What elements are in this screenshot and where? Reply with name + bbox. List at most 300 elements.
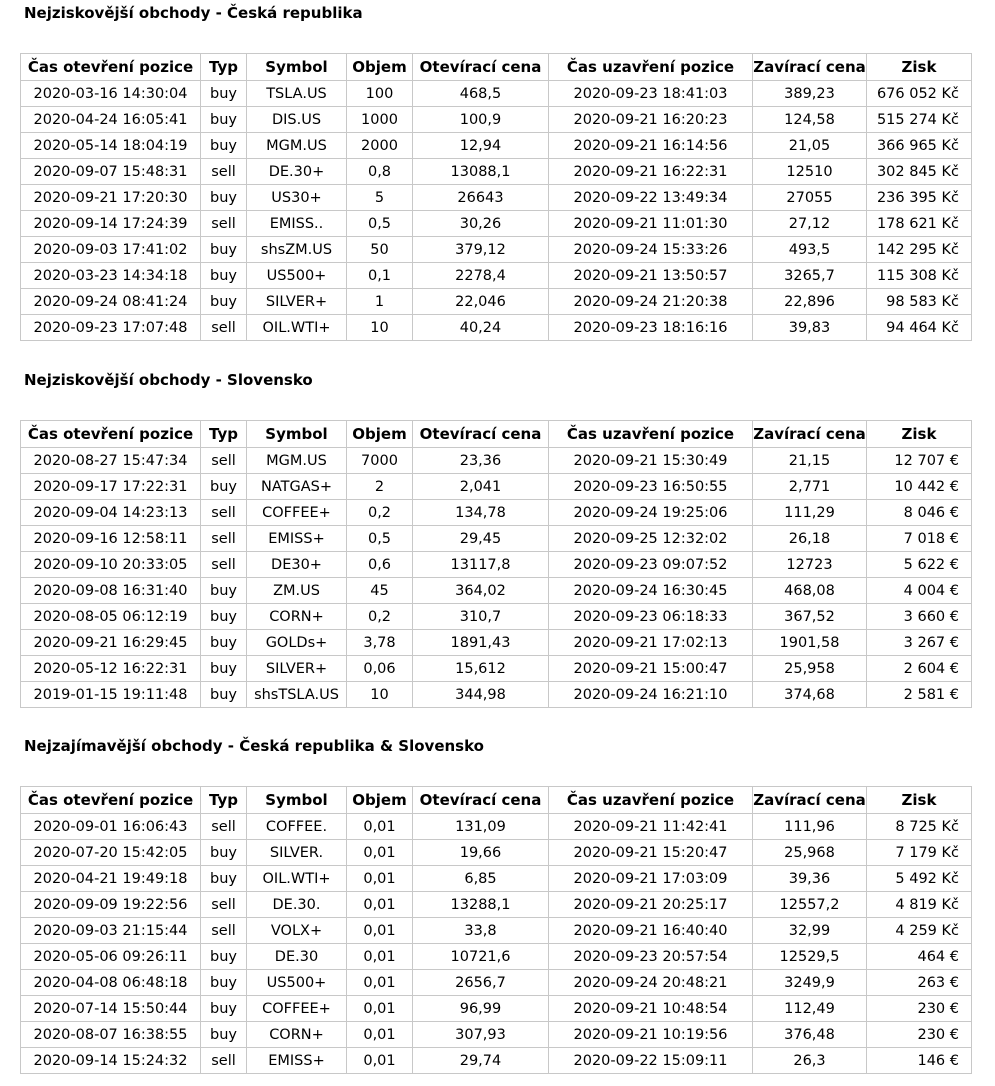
type-cell: sell bbox=[201, 892, 247, 918]
open-price-cell: 100,9 bbox=[413, 107, 549, 133]
close-price-cell: 39,36 bbox=[753, 866, 867, 892]
open-time-cell: 2019-01-15 19:11:48 bbox=[21, 682, 201, 708]
close-time-cell: 2020-09-21 13:50:57 bbox=[549, 263, 753, 289]
volume-cell: 50 bbox=[347, 237, 413, 263]
open-time-cell: 2020-04-21 19:49:18 bbox=[21, 866, 201, 892]
profit-cell: 302 845 Kč bbox=[867, 159, 972, 185]
close-time-cell: 2020-09-21 15:20:47 bbox=[549, 840, 753, 866]
table-row bbox=[21, 500, 972, 526]
column-header-close-price: Zavírací cena bbox=[753, 54, 867, 81]
close-price-cell: 26,3 bbox=[753, 1048, 867, 1074]
symbol-cell: US500+ bbox=[247, 970, 347, 996]
table-row bbox=[21, 1022, 972, 1048]
column-header-profit: Zisk bbox=[867, 54, 972, 81]
volume-cell: 0,2 bbox=[347, 604, 413, 630]
open-price-cell: 13117,8 bbox=[413, 552, 549, 578]
profit-cell: 178 621 Kč bbox=[867, 211, 972, 237]
open-time-cell: 2020-08-05 06:12:19 bbox=[21, 604, 201, 630]
close-time-cell: 2020-09-24 16:30:45 bbox=[549, 578, 753, 604]
type-cell: sell bbox=[201, 918, 247, 944]
table-row bbox=[21, 263, 972, 289]
type-cell: sell bbox=[201, 552, 247, 578]
volume-cell: 2 bbox=[347, 474, 413, 500]
close-time-cell: 2020-09-24 21:20:38 bbox=[549, 289, 753, 315]
column-header-open-price: Otevírací cena bbox=[413, 54, 549, 81]
type-cell: sell bbox=[201, 1048, 247, 1074]
type-cell: buy bbox=[201, 604, 247, 630]
close-price-cell: 2,771 bbox=[753, 474, 867, 500]
open-time-cell: 2020-04-24 16:05:41 bbox=[21, 107, 201, 133]
close-time-cell: 2020-09-22 13:49:34 bbox=[549, 185, 753, 211]
close-price-cell: 39,83 bbox=[753, 315, 867, 341]
column-header-open-time: Čas otevření pozice bbox=[21, 421, 201, 448]
type-cell: buy bbox=[201, 996, 247, 1022]
table-row bbox=[21, 604, 972, 630]
open-price-cell: 23,36 bbox=[413, 448, 549, 474]
symbol-cell: MGM.US bbox=[247, 448, 347, 474]
open-price-cell: 26643 bbox=[413, 185, 549, 211]
open-price-cell: 307,93 bbox=[413, 1022, 549, 1048]
close-price-cell: 468,08 bbox=[753, 578, 867, 604]
open-time-cell: 2020-09-24 08:41:24 bbox=[21, 289, 201, 315]
type-cell: buy bbox=[201, 840, 247, 866]
column-header-close-time: Čas uzavření pozice bbox=[549, 787, 753, 814]
open-price-cell: 134,78 bbox=[413, 500, 549, 526]
table-row bbox=[21, 133, 972, 159]
column-header-close-time: Čas uzavření pozice bbox=[549, 421, 753, 448]
open-price-cell: 1891,43 bbox=[413, 630, 549, 656]
symbol-cell: SILVER+ bbox=[247, 656, 347, 682]
close-price-cell: 3265,7 bbox=[753, 263, 867, 289]
open-price-cell: 29,74 bbox=[413, 1048, 549, 1074]
profit-cell: 8 046 € bbox=[867, 500, 972, 526]
table-row bbox=[21, 630, 972, 656]
open-time-cell: 2020-09-03 17:41:02 bbox=[21, 237, 201, 263]
header-row bbox=[21, 54, 972, 81]
symbol-cell: CORN+ bbox=[247, 1022, 347, 1048]
profit-cell: 230 € bbox=[867, 1022, 972, 1048]
type-cell: sell bbox=[201, 448, 247, 474]
open-price-cell: 40,24 bbox=[413, 315, 549, 341]
table-row bbox=[21, 970, 972, 996]
close-price-cell: 25,958 bbox=[753, 656, 867, 682]
volume-cell: 0,01 bbox=[347, 970, 413, 996]
close-time-cell: 2020-09-23 20:57:54 bbox=[549, 944, 753, 970]
volume-cell: 0,01 bbox=[347, 840, 413, 866]
volume-cell: 7000 bbox=[347, 448, 413, 474]
open-time-cell: 2020-04-08 06:48:18 bbox=[21, 970, 201, 996]
table-row bbox=[21, 185, 972, 211]
column-header-close-price: Zavírací cena bbox=[753, 787, 867, 814]
table-row bbox=[21, 892, 972, 918]
symbol-cell: shsZM.US bbox=[247, 237, 347, 263]
volume-cell: 0,01 bbox=[347, 1022, 413, 1048]
volume-cell: 0,5 bbox=[347, 211, 413, 237]
volume-cell: 0,8 bbox=[347, 159, 413, 185]
type-cell: buy bbox=[201, 81, 247, 107]
open-time-cell: 2020-09-14 17:24:39 bbox=[21, 211, 201, 237]
type-cell: buy bbox=[201, 289, 247, 315]
type-cell: sell bbox=[201, 159, 247, 185]
open-price-cell: 310,7 bbox=[413, 604, 549, 630]
close-price-cell: 12510 bbox=[753, 159, 867, 185]
open-time-cell: 2020-09-14 15:24:32 bbox=[21, 1048, 201, 1074]
close-time-cell: 2020-09-21 15:30:49 bbox=[549, 448, 753, 474]
symbol-cell: DIS.US bbox=[247, 107, 347, 133]
symbol-cell: EMISS+ bbox=[247, 1048, 347, 1074]
open-price-cell: 13288,1 bbox=[413, 892, 549, 918]
close-time-cell: 2020-09-21 11:01:30 bbox=[549, 211, 753, 237]
symbol-cell: OIL.WTI+ bbox=[247, 866, 347, 892]
open-time-cell: 2020-09-10 20:33:05 bbox=[21, 552, 201, 578]
open-price-cell: 10721,6 bbox=[413, 944, 549, 970]
close-time-cell: 2020-09-25 12:32:02 bbox=[549, 526, 753, 552]
profit-cell: 230 € bbox=[867, 996, 972, 1022]
type-cell: buy bbox=[201, 578, 247, 604]
table-row bbox=[21, 81, 972, 107]
close-time-cell: 2020-09-24 15:33:26 bbox=[549, 237, 753, 263]
symbol-cell: US500+ bbox=[247, 263, 347, 289]
profit-cell: 464 € bbox=[867, 944, 972, 970]
open-price-cell: 33,8 bbox=[413, 918, 549, 944]
type-cell: sell bbox=[201, 526, 247, 552]
open-time-cell: 2020-07-14 15:50:44 bbox=[21, 996, 201, 1022]
volume-cell: 0,01 bbox=[347, 892, 413, 918]
type-cell: buy bbox=[201, 133, 247, 159]
profit-cell: 7 179 Kč bbox=[867, 840, 972, 866]
volume-cell: 0,01 bbox=[347, 944, 413, 970]
table-row bbox=[21, 814, 972, 840]
profit-cell: 2 604 € bbox=[867, 656, 972, 682]
open-time-cell: 2020-09-21 17:20:30 bbox=[21, 185, 201, 211]
volume-cell: 0,01 bbox=[347, 814, 413, 840]
column-header-profit: Zisk bbox=[867, 787, 972, 814]
volume-cell: 0,1 bbox=[347, 263, 413, 289]
type-cell: buy bbox=[201, 944, 247, 970]
profit-cell: 5 622 € bbox=[867, 552, 972, 578]
type-cell: buy bbox=[201, 682, 247, 708]
column-header-type: Typ bbox=[201, 54, 247, 81]
volume-cell: 10 bbox=[347, 682, 413, 708]
close-price-cell: 3249,9 bbox=[753, 970, 867, 996]
symbol-cell: CORN+ bbox=[247, 604, 347, 630]
volume-cell: 0,01 bbox=[347, 996, 413, 1022]
table-row bbox=[21, 578, 972, 604]
close-price-cell: 111,96 bbox=[753, 814, 867, 840]
open-price-cell: 2278,4 bbox=[413, 263, 549, 289]
profit-cell: 5 492 Kč bbox=[867, 866, 972, 892]
table-row bbox=[21, 656, 972, 682]
volume-cell: 0,5 bbox=[347, 526, 413, 552]
open-price-cell: 131,09 bbox=[413, 814, 549, 840]
symbol-cell: DE30+ bbox=[247, 552, 347, 578]
profit-cell: 115 308 Kč bbox=[867, 263, 972, 289]
open-time-cell: 2020-08-27 15:47:34 bbox=[21, 448, 201, 474]
profit-cell: 236 395 Kč bbox=[867, 185, 972, 211]
symbol-cell: US30+ bbox=[247, 185, 347, 211]
close-price-cell: 112,49 bbox=[753, 996, 867, 1022]
volume-cell: 3,78 bbox=[347, 630, 413, 656]
table-row bbox=[21, 107, 972, 133]
column-header-open-time: Čas otevření pozice bbox=[21, 787, 201, 814]
open-time-cell: 2020-09-23 17:07:48 bbox=[21, 315, 201, 341]
profit-cell: 2 581 € bbox=[867, 682, 972, 708]
header-row bbox=[21, 421, 972, 448]
close-time-cell: 2020-09-21 20:25:17 bbox=[549, 892, 753, 918]
volume-cell: 0,06 bbox=[347, 656, 413, 682]
close-time-cell: 2020-09-24 20:48:21 bbox=[549, 970, 753, 996]
profit-cell: 7 018 € bbox=[867, 526, 972, 552]
profit-cell: 8 725 Kč bbox=[867, 814, 972, 840]
close-time-cell: 2020-09-21 10:48:54 bbox=[549, 996, 753, 1022]
volume-cell: 0,01 bbox=[347, 1048, 413, 1074]
type-cell: buy bbox=[201, 474, 247, 500]
close-price-cell: 493,5 bbox=[753, 237, 867, 263]
close-time-cell: 2020-09-22 15:09:11 bbox=[549, 1048, 753, 1074]
close-price-cell: 111,29 bbox=[753, 500, 867, 526]
close-time-cell: 2020-09-24 19:25:06 bbox=[549, 500, 753, 526]
volume-cell: 45 bbox=[347, 578, 413, 604]
column-header-open-time: Čas otevření pozice bbox=[21, 54, 201, 81]
type-cell: buy bbox=[201, 263, 247, 289]
close-price-cell: 27,12 bbox=[753, 211, 867, 237]
trades-table-interesting bbox=[20, 786, 972, 1074]
open-price-cell: 12,94 bbox=[413, 133, 549, 159]
profit-cell: 4 004 € bbox=[867, 578, 972, 604]
column-header-volume: Objem bbox=[347, 787, 413, 814]
type-cell: buy bbox=[201, 237, 247, 263]
table-row bbox=[21, 918, 972, 944]
profit-cell: 10 442 € bbox=[867, 474, 972, 500]
type-cell: buy bbox=[201, 970, 247, 996]
table-row bbox=[21, 682, 972, 708]
close-price-cell: 124,58 bbox=[753, 107, 867, 133]
symbol-cell: DE.30. bbox=[247, 892, 347, 918]
column-header-open-price: Otevírací cena bbox=[413, 421, 549, 448]
volume-cell: 0,6 bbox=[347, 552, 413, 578]
column-header-type: Typ bbox=[201, 421, 247, 448]
symbol-cell: VOLX+ bbox=[247, 918, 347, 944]
symbol-cell: OIL.WTI+ bbox=[247, 315, 347, 341]
profit-cell: 12 707 € bbox=[867, 448, 972, 474]
type-cell: sell bbox=[201, 315, 247, 341]
section-title-sk: Nejziskovější obchody - Slovensko bbox=[24, 371, 313, 389]
type-cell: buy bbox=[201, 630, 247, 656]
profit-cell: 4 819 Kč bbox=[867, 892, 972, 918]
volume-cell: 100 bbox=[347, 81, 413, 107]
close-price-cell: 22,896 bbox=[753, 289, 867, 315]
table-row bbox=[21, 944, 972, 970]
symbol-cell: COFFEE+ bbox=[247, 500, 347, 526]
volume-cell: 0,01 bbox=[347, 918, 413, 944]
symbol-cell: COFFEE. bbox=[247, 814, 347, 840]
close-time-cell: 2020-09-24 16:21:10 bbox=[549, 682, 753, 708]
symbol-cell: TSLA.US bbox=[247, 81, 347, 107]
open-price-cell: 13088,1 bbox=[413, 159, 549, 185]
close-price-cell: 389,23 bbox=[753, 81, 867, 107]
close-price-cell: 26,18 bbox=[753, 526, 867, 552]
open-time-cell: 2020-03-23 14:34:18 bbox=[21, 263, 201, 289]
symbol-cell: MGM.US bbox=[247, 133, 347, 159]
column-header-volume: Objem bbox=[347, 421, 413, 448]
column-header-close-time: Čas uzavření pozice bbox=[549, 54, 753, 81]
table-row bbox=[21, 474, 972, 500]
column-header-open-price: Otevírací cena bbox=[413, 787, 549, 814]
profit-cell: 515 274 Kč bbox=[867, 107, 972, 133]
volume-cell: 1 bbox=[347, 289, 413, 315]
close-price-cell: 21,15 bbox=[753, 448, 867, 474]
volume-cell: 2000 bbox=[347, 133, 413, 159]
table-row bbox=[21, 448, 972, 474]
symbol-cell: DE.30+ bbox=[247, 159, 347, 185]
close-price-cell: 32,99 bbox=[753, 918, 867, 944]
open-price-cell: 30,26 bbox=[413, 211, 549, 237]
open-time-cell: 2020-05-14 18:04:19 bbox=[21, 133, 201, 159]
table-row bbox=[21, 159, 972, 185]
profit-cell: 94 464 Kč bbox=[867, 315, 972, 341]
open-price-cell: 15,612 bbox=[413, 656, 549, 682]
close-time-cell: 2020-09-21 17:03:09 bbox=[549, 866, 753, 892]
table-row bbox=[21, 552, 972, 578]
close-time-cell: 2020-09-21 16:40:40 bbox=[549, 918, 753, 944]
close-time-cell: 2020-09-21 10:19:56 bbox=[549, 1022, 753, 1048]
profit-cell: 146 € bbox=[867, 1048, 972, 1074]
symbol-cell: shsTSLA.US bbox=[247, 682, 347, 708]
table-row bbox=[21, 289, 972, 315]
symbol-cell: GOLDs+ bbox=[247, 630, 347, 656]
profit-cell: 676 052 Kč bbox=[867, 81, 972, 107]
volume-cell: 0,01 bbox=[347, 866, 413, 892]
open-price-cell: 379,12 bbox=[413, 237, 549, 263]
column-header-symbol: Symbol bbox=[247, 787, 347, 814]
type-cell: buy bbox=[201, 107, 247, 133]
profit-cell: 3 660 € bbox=[867, 604, 972, 630]
column-header-type: Typ bbox=[201, 787, 247, 814]
symbol-cell: ZM.US bbox=[247, 578, 347, 604]
close-time-cell: 2020-09-23 16:50:55 bbox=[549, 474, 753, 500]
close-time-cell: 2020-09-21 15:00:47 bbox=[549, 656, 753, 682]
profit-cell: 366 965 Kč bbox=[867, 133, 972, 159]
type-cell: sell bbox=[201, 814, 247, 840]
open-time-cell: 2020-09-04 14:23:13 bbox=[21, 500, 201, 526]
close-time-cell: 2020-09-23 18:41:03 bbox=[549, 81, 753, 107]
close-price-cell: 12557,2 bbox=[753, 892, 867, 918]
column-header-symbol: Symbol bbox=[247, 421, 347, 448]
close-price-cell: 25,968 bbox=[753, 840, 867, 866]
table-row bbox=[21, 211, 972, 237]
type-cell: buy bbox=[201, 185, 247, 211]
symbol-cell: EMISS.. bbox=[247, 211, 347, 237]
profit-cell: 98 583 Kč bbox=[867, 289, 972, 315]
open-price-cell: 6,85 bbox=[413, 866, 549, 892]
close-time-cell: 2020-09-21 16:22:31 bbox=[549, 159, 753, 185]
close-price-cell: 367,52 bbox=[753, 604, 867, 630]
type-cell: buy bbox=[201, 656, 247, 682]
symbol-cell: SILVER+ bbox=[247, 289, 347, 315]
close-price-cell: 12529,5 bbox=[753, 944, 867, 970]
open-time-cell: 2020-09-09 19:22:56 bbox=[21, 892, 201, 918]
volume-cell: 0,2 bbox=[347, 500, 413, 526]
table-row bbox=[21, 315, 972, 341]
open-price-cell: 19,66 bbox=[413, 840, 549, 866]
open-time-cell: 2020-07-20 15:42:05 bbox=[21, 840, 201, 866]
column-header-volume: Objem bbox=[347, 54, 413, 81]
table-row bbox=[21, 237, 972, 263]
section-title-interesting: Nejzajímavější obchody - Česká republika & Slovensko bbox=[24, 737, 484, 755]
open-time-cell: 2020-08-07 16:38:55 bbox=[21, 1022, 201, 1048]
open-price-cell: 29,45 bbox=[413, 526, 549, 552]
close-time-cell: 2020-09-21 11:42:41 bbox=[549, 814, 753, 840]
profit-cell: 4 259 Kč bbox=[867, 918, 972, 944]
symbol-cell: DE.30 bbox=[247, 944, 347, 970]
close-time-cell: 2020-09-21 16:14:56 bbox=[549, 133, 753, 159]
close-time-cell: 2020-09-23 09:07:52 bbox=[549, 552, 753, 578]
profit-cell: 142 295 Kč bbox=[867, 237, 972, 263]
open-time-cell: 2020-09-17 17:22:31 bbox=[21, 474, 201, 500]
trades-table-sk bbox=[20, 420, 972, 708]
open-price-cell: 364,02 bbox=[413, 578, 549, 604]
section-title-cz: Nejziskovější obchody - Česká republika bbox=[24, 4, 363, 22]
header-row bbox=[21, 787, 972, 814]
close-price-cell: 1901,58 bbox=[753, 630, 867, 656]
open-price-cell: 468,5 bbox=[413, 81, 549, 107]
open-time-cell: 2020-09-16 12:58:11 bbox=[21, 526, 201, 552]
trades-table-cz bbox=[20, 53, 972, 341]
symbol-cell: NATGAS+ bbox=[247, 474, 347, 500]
type-cell: buy bbox=[201, 866, 247, 892]
close-time-cell: 2020-09-21 16:20:23 bbox=[549, 107, 753, 133]
open-price-cell: 2,041 bbox=[413, 474, 549, 500]
open-price-cell: 344,98 bbox=[413, 682, 549, 708]
type-cell: sell bbox=[201, 500, 247, 526]
profit-cell: 3 267 € bbox=[867, 630, 972, 656]
open-price-cell: 2656,7 bbox=[413, 970, 549, 996]
table-row bbox=[21, 1048, 972, 1074]
type-cell: sell bbox=[201, 211, 247, 237]
close-time-cell: 2020-09-21 17:02:13 bbox=[549, 630, 753, 656]
symbol-cell: EMISS+ bbox=[247, 526, 347, 552]
volume-cell: 1000 bbox=[347, 107, 413, 133]
table-row bbox=[21, 866, 972, 892]
close-price-cell: 376,48 bbox=[753, 1022, 867, 1048]
volume-cell: 5 bbox=[347, 185, 413, 211]
open-time-cell: 2020-09-01 16:06:43 bbox=[21, 814, 201, 840]
volume-cell: 10 bbox=[347, 315, 413, 341]
type-cell: buy bbox=[201, 1022, 247, 1048]
open-time-cell: 2020-09-21 16:29:45 bbox=[21, 630, 201, 656]
close-time-cell: 2020-09-23 06:18:33 bbox=[549, 604, 753, 630]
column-header-close-price: Zavírací cena bbox=[753, 421, 867, 448]
close-price-cell: 374,68 bbox=[753, 682, 867, 708]
close-price-cell: 21,05 bbox=[753, 133, 867, 159]
open-time-cell: 2020-03-16 14:30:04 bbox=[21, 81, 201, 107]
close-price-cell: 12723 bbox=[753, 552, 867, 578]
open-time-cell: 2020-09-07 15:48:31 bbox=[21, 159, 201, 185]
table-row bbox=[21, 840, 972, 866]
close-price-cell: 27055 bbox=[753, 185, 867, 211]
symbol-cell: COFFEE+ bbox=[247, 996, 347, 1022]
symbol-cell: SILVER. bbox=[247, 840, 347, 866]
open-time-cell: 2020-05-06 09:26:11 bbox=[21, 944, 201, 970]
profit-cell: 263 € bbox=[867, 970, 972, 996]
open-time-cell: 2020-05-12 16:22:31 bbox=[21, 656, 201, 682]
open-price-cell: 22,046 bbox=[413, 289, 549, 315]
open-price-cell: 96,99 bbox=[413, 996, 549, 1022]
table-row bbox=[21, 526, 972, 552]
column-header-profit: Zisk bbox=[867, 421, 972, 448]
table-row bbox=[21, 996, 972, 1022]
open-time-cell: 2020-09-08 16:31:40 bbox=[21, 578, 201, 604]
